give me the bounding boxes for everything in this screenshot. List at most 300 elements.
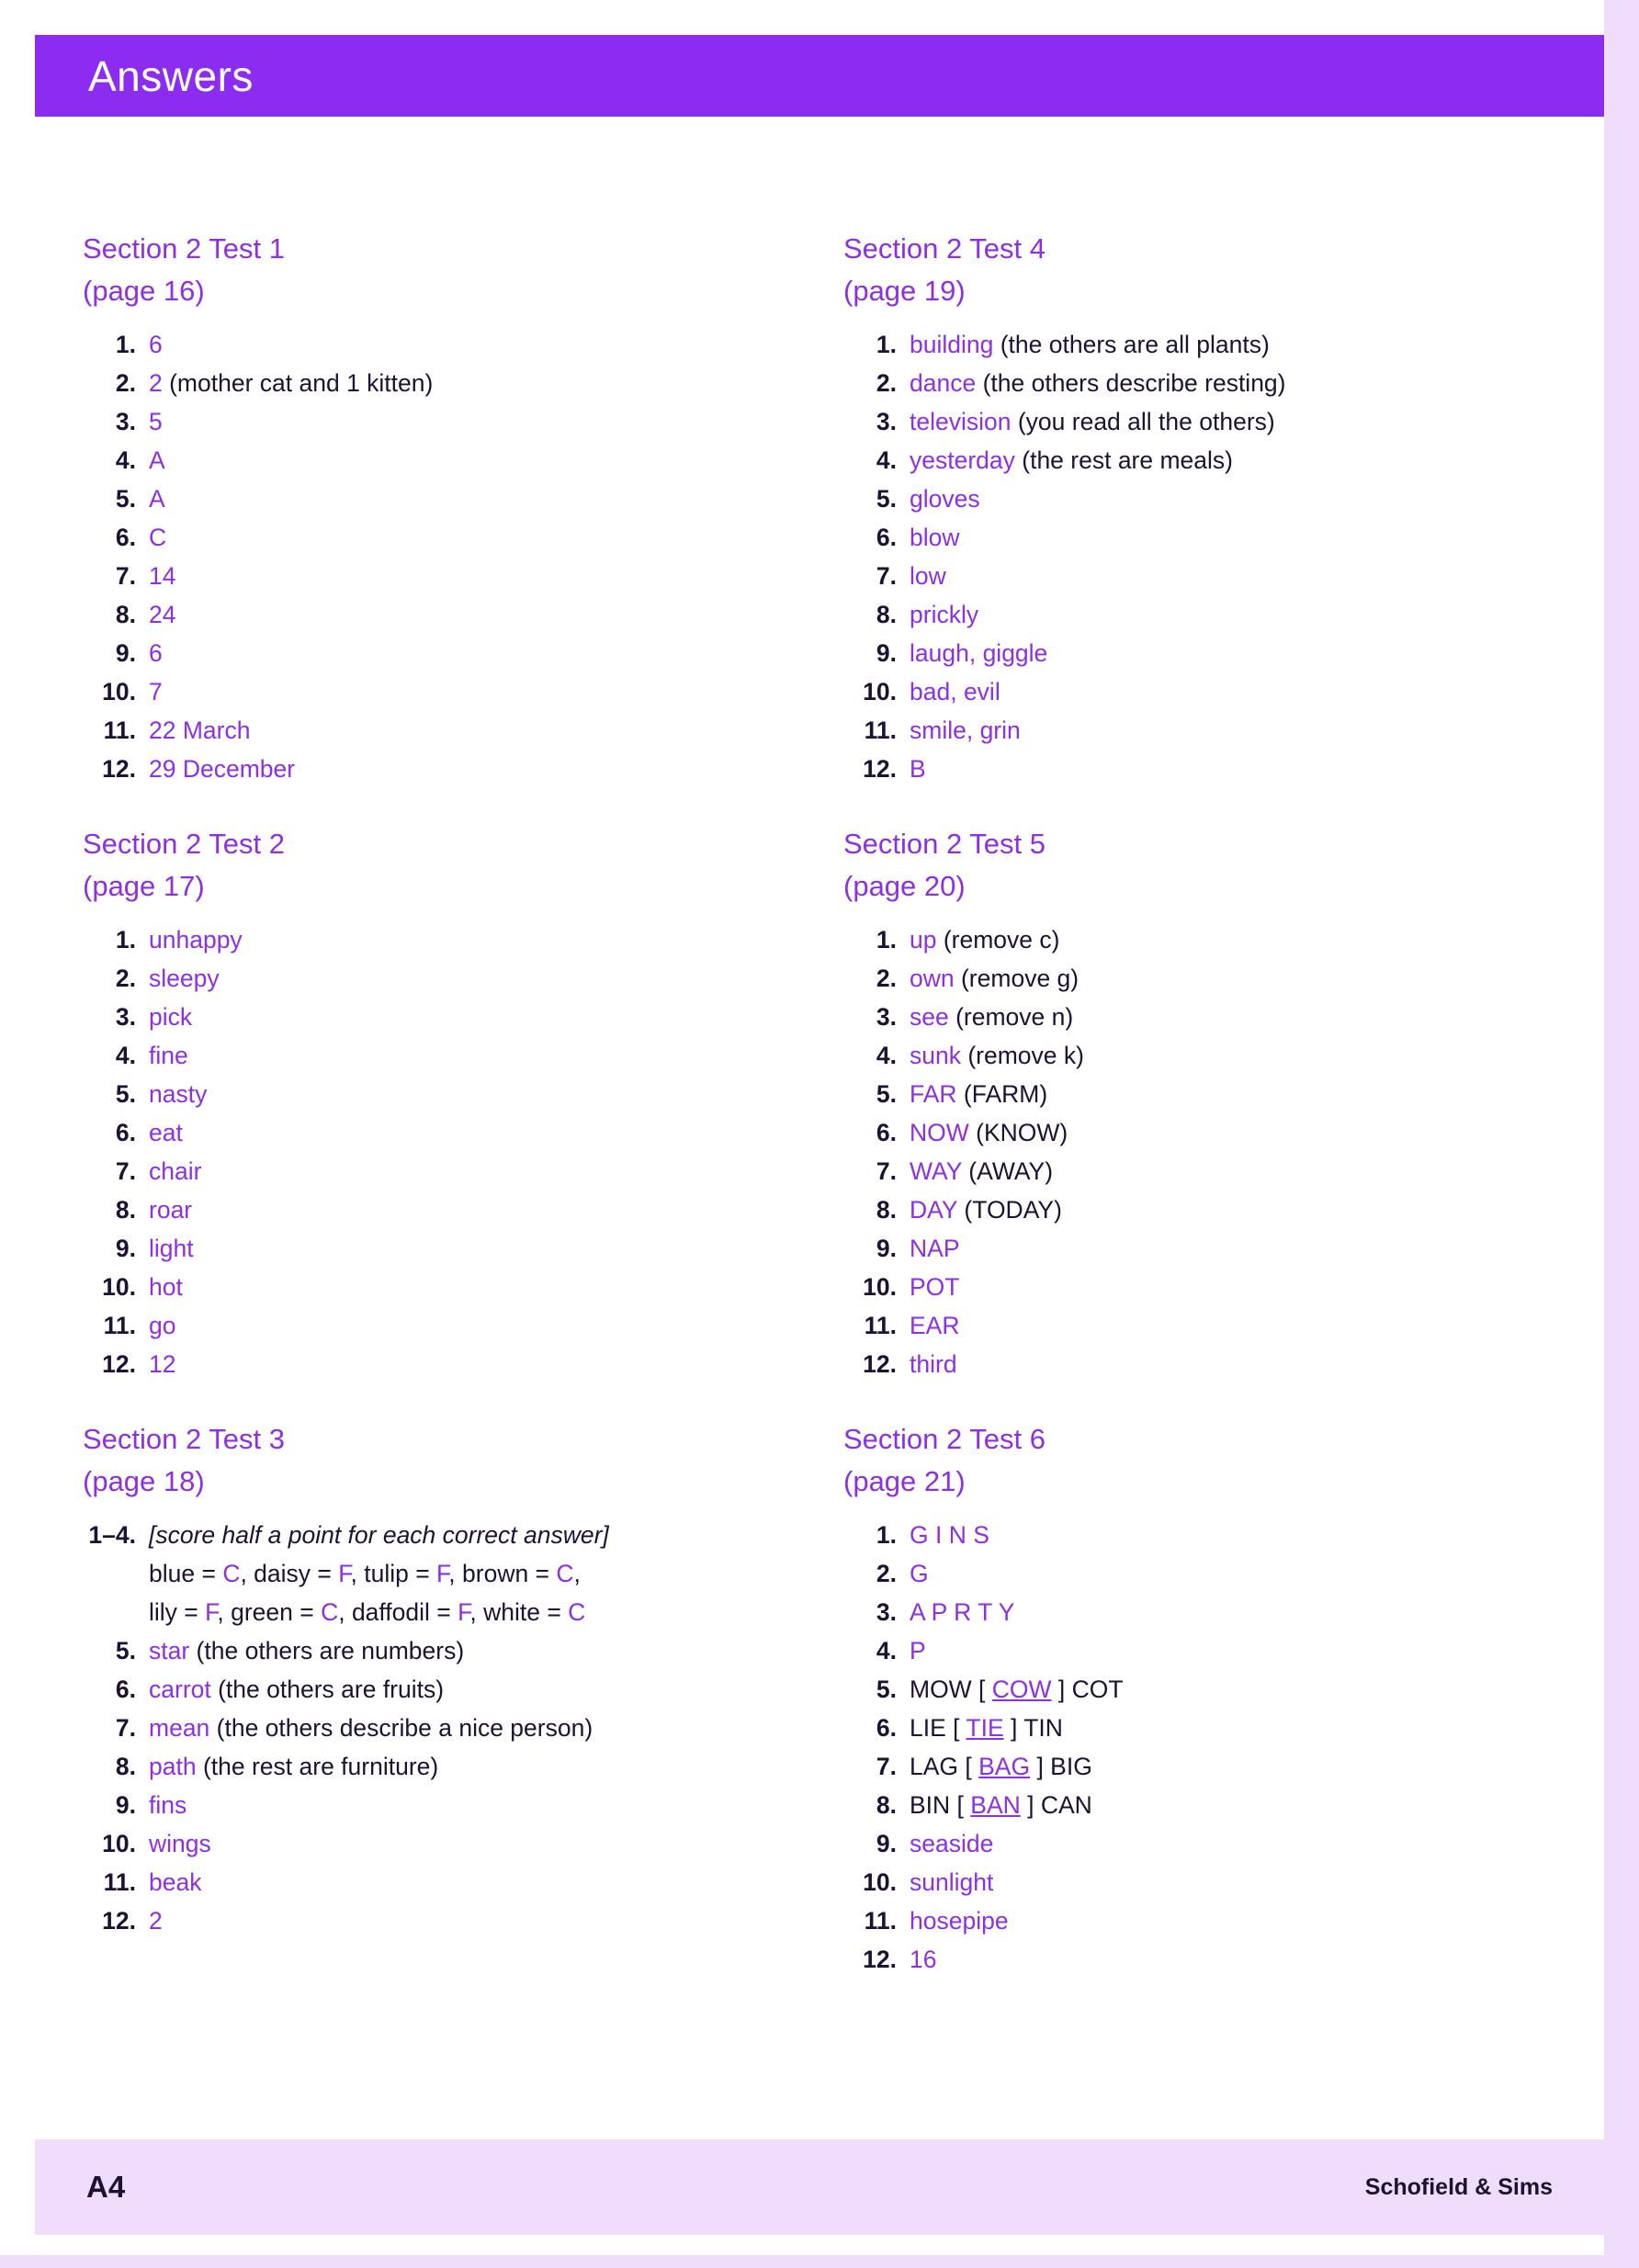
answer-segment: fins	[149, 1791, 187, 1819]
answer-number: 10.	[102, 1830, 136, 1857]
answer-number: 5.	[876, 1080, 897, 1108]
answer-number: 2.	[115, 369, 136, 397]
answer-text	[910, 1593, 1567, 1631]
answer-number: 4.	[115, 446, 136, 474]
answer-text	[910, 1709, 1567, 1747]
answer-segment: A P R T Y	[910, 1598, 1015, 1626]
answer-number: 12.	[102, 1907, 136, 1935]
answer-section	[843, 823, 1567, 1383]
answer-segment: NOW	[910, 1119, 969, 1146]
left-column	[83, 228, 807, 1979]
page-footer	[35, 2139, 1604, 2235]
answer-text	[910, 1747, 1567, 1786]
answer-number: 8.	[876, 1791, 897, 1819]
answer-segment: go	[149, 1312, 176, 1339]
answer-segment: 7	[149, 678, 163, 705]
section-page-ref: (page 19)	[843, 275, 966, 307]
answer-segment: nasty	[149, 1080, 208, 1108]
answer-text	[910, 1113, 1567, 1152]
answer-text	[149, 959, 807, 998]
answer-segment: (remove k)	[960, 1042, 1084, 1069]
answer-item	[843, 1786, 1567, 1824]
answer-segment: own	[910, 965, 955, 992]
answer-item	[83, 557, 807, 595]
answer-text	[910, 1516, 1567, 1554]
answer-segment: 6	[149, 331, 163, 358]
answer-text	[149, 1824, 807, 1863]
answer-segment: star	[149, 1637, 190, 1664]
section-page-ref: (page 20)	[843, 870, 966, 902]
answer-segment: F	[436, 1560, 449, 1587]
answer-item	[843, 1345, 1567, 1383]
answer-segment: unhappy	[149, 926, 243, 953]
answer-segment: DAY	[910, 1196, 958, 1224]
answer-item	[83, 750, 807, 788]
answer-text	[149, 998, 807, 1036]
section-page-ref: (page 17)	[83, 870, 205, 902]
answer-segment: smile, grin	[910, 717, 1021, 744]
answer-segment: eat	[149, 1119, 183, 1146]
answer-item	[843, 634, 1567, 672]
answer-segment: (you read all the others)	[1011, 408, 1275, 435]
answer-number: 11.	[103, 1868, 136, 1896]
answer-text	[910, 1229, 1567, 1268]
answer-item	[83, 1190, 807, 1229]
answer-text	[149, 750, 807, 788]
page-number: A4	[86, 2170, 126, 2204]
answer-segment: path	[149, 1753, 197, 1780]
answer-item	[843, 518, 1567, 557]
answer-segment: (the others are fruits)	[210, 1676, 445, 1703]
answer-segment: BAG	[978, 1753, 1031, 1780]
answer-number: 10.	[863, 1273, 897, 1301]
answer-segment: (FARM)	[956, 1080, 1048, 1108]
answer-text	[910, 1036, 1567, 1075]
answer-number: 8.	[876, 1196, 897, 1224]
answer-item	[843, 1268, 1567, 1306]
answer-section	[83, 228, 807, 788]
answer-text	[149, 595, 807, 634]
answer-item	[843, 1631, 1567, 1670]
answers-list	[83, 1516, 807, 1940]
answer-segment: LAG [	[910, 1753, 979, 1780]
section-page-ref: (page 21)	[843, 1465, 966, 1497]
answer-segment: prickly	[910, 601, 979, 628]
answer-segment: , tulip =	[350, 1560, 437, 1587]
answer-text	[910, 1670, 1567, 1709]
answer-number: 12.	[102, 755, 136, 783]
answer-segment: yesterday	[910, 446, 1015, 474]
answer-text	[910, 325, 1567, 364]
answer-segment: ] TIN	[1003, 1714, 1063, 1742]
answer-item	[843, 441, 1567, 480]
answer-item	[83, 325, 807, 364]
answer-number: 5.	[876, 485, 897, 513]
answer-text	[149, 1516, 807, 1631]
answer-segment: (KNOW)	[968, 1119, 1068, 1146]
answer-text	[910, 441, 1567, 480]
answer-segment: dance	[910, 369, 977, 397]
answer-number: 8.	[115, 1196, 136, 1224]
answer-text	[910, 1075, 1567, 1113]
answer-segment: mean	[149, 1714, 210, 1742]
answer-segment: , green =	[217, 1598, 322, 1626]
answer-segment: TIE	[966, 1714, 1004, 1742]
answer-text	[910, 557, 1567, 595]
answer-text	[910, 1345, 1567, 1383]
answer-number: 4.	[876, 446, 897, 474]
answer-segment: sleepy	[149, 965, 220, 992]
answer-segment: BIN [	[910, 1791, 971, 1819]
answers-list	[83, 325, 807, 788]
answer-text	[149, 1306, 807, 1345]
answer-section	[83, 823, 807, 1383]
answer-number: 12.	[102, 1350, 136, 1378]
answer-number: 4.	[876, 1042, 897, 1069]
answer-item	[83, 1786, 807, 1824]
answer-segment: P	[910, 1637, 926, 1664]
answer-segment: , daisy =	[240, 1560, 339, 1587]
answer-segment: light	[149, 1235, 194, 1262]
answer-segment: (mother cat and 1 kitten)	[162, 369, 434, 397]
answer-item	[83, 634, 807, 672]
answer-text	[149, 711, 807, 750]
answer-segment: C	[321, 1598, 339, 1626]
answer-item	[83, 1901, 807, 1940]
answer-segment: building	[910, 331, 994, 358]
answer-text	[149, 672, 807, 711]
answer-text	[149, 441, 807, 480]
page-title: Answers	[88, 51, 254, 100]
answer-item	[83, 518, 807, 557]
answer-text	[910, 634, 1567, 672]
answer-text	[910, 959, 1567, 998]
answer-text	[149, 325, 807, 364]
answer-section	[843, 228, 1567, 788]
answer-item	[843, 595, 1567, 634]
answers-list	[843, 325, 1567, 788]
answer-number: 2.	[876, 965, 897, 992]
answer-segment: 12	[149, 1350, 176, 1378]
answer-text	[910, 1824, 1567, 1863]
answer-text	[149, 1345, 807, 1383]
answer-item	[843, 998, 1567, 1036]
answer-item	[843, 1901, 1567, 1940]
answer-segment: hosepipe	[910, 1907, 1009, 1935]
answer-number: 8.	[115, 1753, 136, 1780]
section-title: Section 2 Test 4	[843, 232, 1046, 265]
answer-number: 6.	[115, 524, 136, 551]
answer-number: 9.	[876, 1830, 897, 1857]
answer-number: 1.	[115, 926, 136, 953]
answer-text	[149, 1268, 807, 1306]
answer-number: 10.	[102, 678, 136, 705]
page-edge-bottom	[0, 2255, 1639, 2268]
answer-number: 4.	[876, 1637, 897, 1664]
answer-text	[149, 557, 807, 595]
answer-segment: third	[910, 1350, 957, 1378]
answer-item	[83, 920, 807, 959]
answers-list	[83, 920, 807, 1383]
answer-segment: 16	[910, 1946, 937, 1973]
answer-number: 3.	[115, 408, 136, 435]
answer-item	[843, 557, 1567, 595]
answer-item	[83, 402, 807, 441]
answer-segment: hot	[149, 1273, 183, 1301]
answer-text	[910, 920, 1567, 959]
answer-number: 7.	[115, 1714, 136, 1742]
answer-segment: C	[568, 1598, 586, 1626]
answer-segment: G	[910, 1560, 929, 1587]
answer-segment: 24	[149, 601, 176, 628]
section-title: Section 2 Test 2	[83, 828, 286, 860]
answer-number: 3.	[876, 408, 897, 435]
answer-number: 2.	[876, 369, 897, 397]
page-header	[35, 35, 1604, 117]
answer-number: 12.	[863, 755, 897, 783]
answer-text	[910, 595, 1567, 634]
answer-segment: 14	[149, 562, 176, 590]
answer-item	[83, 1824, 807, 1863]
answer-number: 2.	[876, 1560, 897, 1587]
answer-number: 11.	[864, 717, 897, 744]
answer-segment: EAR	[910, 1312, 960, 1339]
answer-number: 8.	[876, 601, 897, 628]
answer-segment: LIE [	[910, 1714, 966, 1742]
answer-text	[910, 1190, 1567, 1229]
answer-segment: seaside	[910, 1830, 994, 1857]
answer-text	[910, 1863, 1567, 1901]
answer-item	[843, 1670, 1567, 1709]
answer-text	[910, 672, 1567, 711]
answer-text	[910, 1631, 1567, 1670]
answer-number: 8.	[115, 601, 136, 628]
answer-text	[149, 634, 807, 672]
answer-number: 12.	[863, 1350, 897, 1378]
answer-text	[910, 998, 1567, 1036]
answer-segment: (the others are numbers)	[189, 1637, 465, 1664]
answer-item	[843, 480, 1567, 518]
answer-segment: F	[458, 1598, 470, 1626]
answer-segment: bad, evil	[910, 678, 1000, 705]
section-title: Section 2 Test 6	[843, 1423, 1046, 1455]
answer-number: 7.	[876, 562, 897, 590]
answer-text	[149, 1709, 807, 1747]
answer-number: 4.	[115, 1042, 136, 1069]
answer-item	[83, 998, 807, 1036]
answer-number: 3.	[115, 1003, 136, 1031]
answer-segment: C	[149, 524, 167, 551]
answer-number: 10.	[863, 678, 897, 705]
answer-segment: 5	[149, 408, 163, 435]
section-page-ref: (page 18)	[83, 1465, 205, 1497]
answer-segment: (remove g)	[954, 965, 1079, 992]
answer-segment: chair	[149, 1157, 202, 1185]
answer-segment: G I N S	[910, 1521, 989, 1549]
answer-item	[83, 595, 807, 634]
answer-segment: (the others are all plants)	[993, 331, 1270, 358]
answer-number: 5.	[115, 1637, 136, 1664]
answer-text	[910, 402, 1567, 441]
answer-item	[843, 750, 1567, 788]
answer-item	[83, 1670, 807, 1709]
page-edge-right	[1604, 0, 1639, 2268]
answer-segment: (the others describe a nice person)	[209, 1714, 593, 1742]
answer-text	[149, 480, 807, 518]
answer-segment: 29 December	[149, 755, 296, 783]
answer-segment: ] CAN	[1020, 1791, 1092, 1819]
answer-segment: NAP	[910, 1235, 960, 1262]
answer-segment: blue =	[149, 1560, 223, 1587]
answer-number: 9.	[115, 639, 136, 667]
answer-segment: (the others describe resting)	[976, 369, 1286, 397]
answer-segment: (remove n)	[948, 1003, 1074, 1031]
answer-segment: FAR	[910, 1080, 957, 1108]
answer-number: 10.	[102, 1273, 136, 1301]
answer-segment: up	[910, 926, 937, 953]
answer-segment: roar	[149, 1196, 193, 1224]
answer-segment: (remove c)	[936, 926, 1060, 953]
answer-segment: C	[556, 1560, 574, 1587]
answer-segment: WAY	[910, 1157, 962, 1185]
answer-item	[83, 1747, 807, 1786]
answer-item	[83, 1152, 807, 1190]
answer-text	[910, 1786, 1567, 1824]
answer-number: 1–4.	[88, 1521, 136, 1549]
answer-item	[843, 1152, 1567, 1190]
answer-number: 7.	[876, 1157, 897, 1185]
answer-text	[910, 1152, 1567, 1190]
answer-item	[83, 959, 807, 998]
answer-item	[843, 1036, 1567, 1075]
answer-segment: television	[910, 408, 1012, 435]
answer-number: 7.	[115, 1157, 136, 1185]
answer-text	[910, 1554, 1567, 1593]
answer-text	[149, 364, 807, 402]
answer-number: 11.	[864, 1907, 897, 1935]
answer-segment: beak	[149, 1868, 202, 1896]
answer-segment: wings	[149, 1830, 211, 1857]
answer-item	[83, 1229, 807, 1268]
answer-number: 5.	[876, 1676, 897, 1703]
answer-segment: ,	[573, 1560, 581, 1587]
answer-segment: 22 March	[149, 717, 251, 744]
answer-item	[843, 1747, 1567, 1786]
answer-segment: 6	[149, 639, 163, 667]
answer-segment: F	[205, 1598, 218, 1626]
answer-segment: MOW [	[910, 1676, 992, 1703]
answer-number: 6.	[876, 1119, 897, 1146]
answer-number: 10.	[863, 1868, 897, 1896]
answer-segment: A	[149, 446, 165, 474]
answer-segment: 2	[149, 1907, 163, 1935]
answer-text	[910, 364, 1567, 402]
answer-segment: see	[910, 1003, 949, 1031]
answer-segment: , white =	[469, 1598, 569, 1626]
answer-text	[149, 1152, 807, 1190]
answer-item	[83, 1863, 807, 1901]
answer-segment: lily =	[149, 1598, 206, 1626]
answer-number: 3.	[876, 1003, 897, 1031]
answer-item	[843, 1113, 1567, 1152]
answer-segment: A	[149, 485, 165, 513]
answer-text	[910, 711, 1567, 750]
answer-segment: C	[222, 1560, 241, 1587]
answer-segment: (the rest are furniture)	[196, 1753, 439, 1780]
section-title: Section 2 Test 3	[83, 1423, 286, 1455]
answer-item	[83, 1631, 807, 1670]
answer-segment: ] COT	[1051, 1676, 1124, 1703]
answer-segment: COW	[991, 1676, 1052, 1703]
answer-item	[843, 1229, 1567, 1268]
answer-text	[149, 1229, 807, 1268]
section-title: Section 2 Test 5	[843, 828, 1046, 860]
answer-item	[83, 441, 807, 480]
answer-section	[843, 1418, 1567, 1979]
answer-number: 1.	[876, 1521, 897, 1549]
answer-number: 1.	[876, 926, 897, 953]
answers-content	[83, 228, 1567, 1979]
answer-number: 11.	[864, 1312, 897, 1339]
answer-item	[83, 364, 807, 402]
section-title: Section 2 Test 1	[83, 232, 286, 265]
answer-text	[910, 1940, 1567, 1979]
answer-item	[843, 1709, 1567, 1747]
right-column	[843, 228, 1567, 1979]
answer-item	[843, 711, 1567, 750]
answer-segment: , daffodil =	[338, 1598, 458, 1626]
answer-item	[83, 711, 807, 750]
answer-item	[83, 1036, 807, 1075]
answer-segment: (TODAY)	[957, 1196, 1062, 1224]
answer-segment: carrot	[149, 1676, 211, 1703]
answer-segment: 2	[149, 369, 163, 397]
answer-text	[149, 1786, 807, 1824]
answer-number: 6.	[876, 1714, 897, 1742]
answer-number: 12.	[863, 1946, 897, 1973]
answer-segment: POT	[910, 1273, 960, 1301]
answer-text	[149, 1190, 807, 1229]
answer-number: 2.	[115, 965, 136, 992]
answer-item	[843, 1554, 1567, 1593]
answer-item	[83, 1306, 807, 1345]
answer-item	[83, 1516, 807, 1631]
answer-segment: sunk	[910, 1042, 961, 1069]
answer-segment: [score half a point for each correct answer]	[149, 1521, 609, 1549]
answer-segment: laugh, giggle	[910, 639, 1048, 667]
answer-text	[149, 1863, 807, 1901]
answer-text	[149, 518, 807, 557]
answer-number: 7.	[876, 1753, 897, 1780]
answer-item	[843, 1593, 1567, 1631]
answer-text	[910, 1268, 1567, 1306]
answer-item	[83, 1268, 807, 1306]
answer-text	[910, 750, 1567, 788]
answer-item	[843, 402, 1567, 441]
answer-item	[843, 1516, 1567, 1554]
answer-number: 5.	[115, 1080, 136, 1108]
answer-number: 6.	[115, 1119, 136, 1146]
answer-item	[83, 480, 807, 518]
answer-item	[843, 1075, 1567, 1113]
answer-segment: ] BIG	[1030, 1753, 1092, 1780]
answer-number: 5.	[115, 485, 136, 513]
answer-text	[149, 1113, 807, 1152]
answer-number: 6.	[876, 524, 897, 551]
answer-item	[843, 1940, 1567, 1979]
answer-text	[149, 1075, 807, 1113]
answer-number: 7.	[115, 562, 136, 590]
